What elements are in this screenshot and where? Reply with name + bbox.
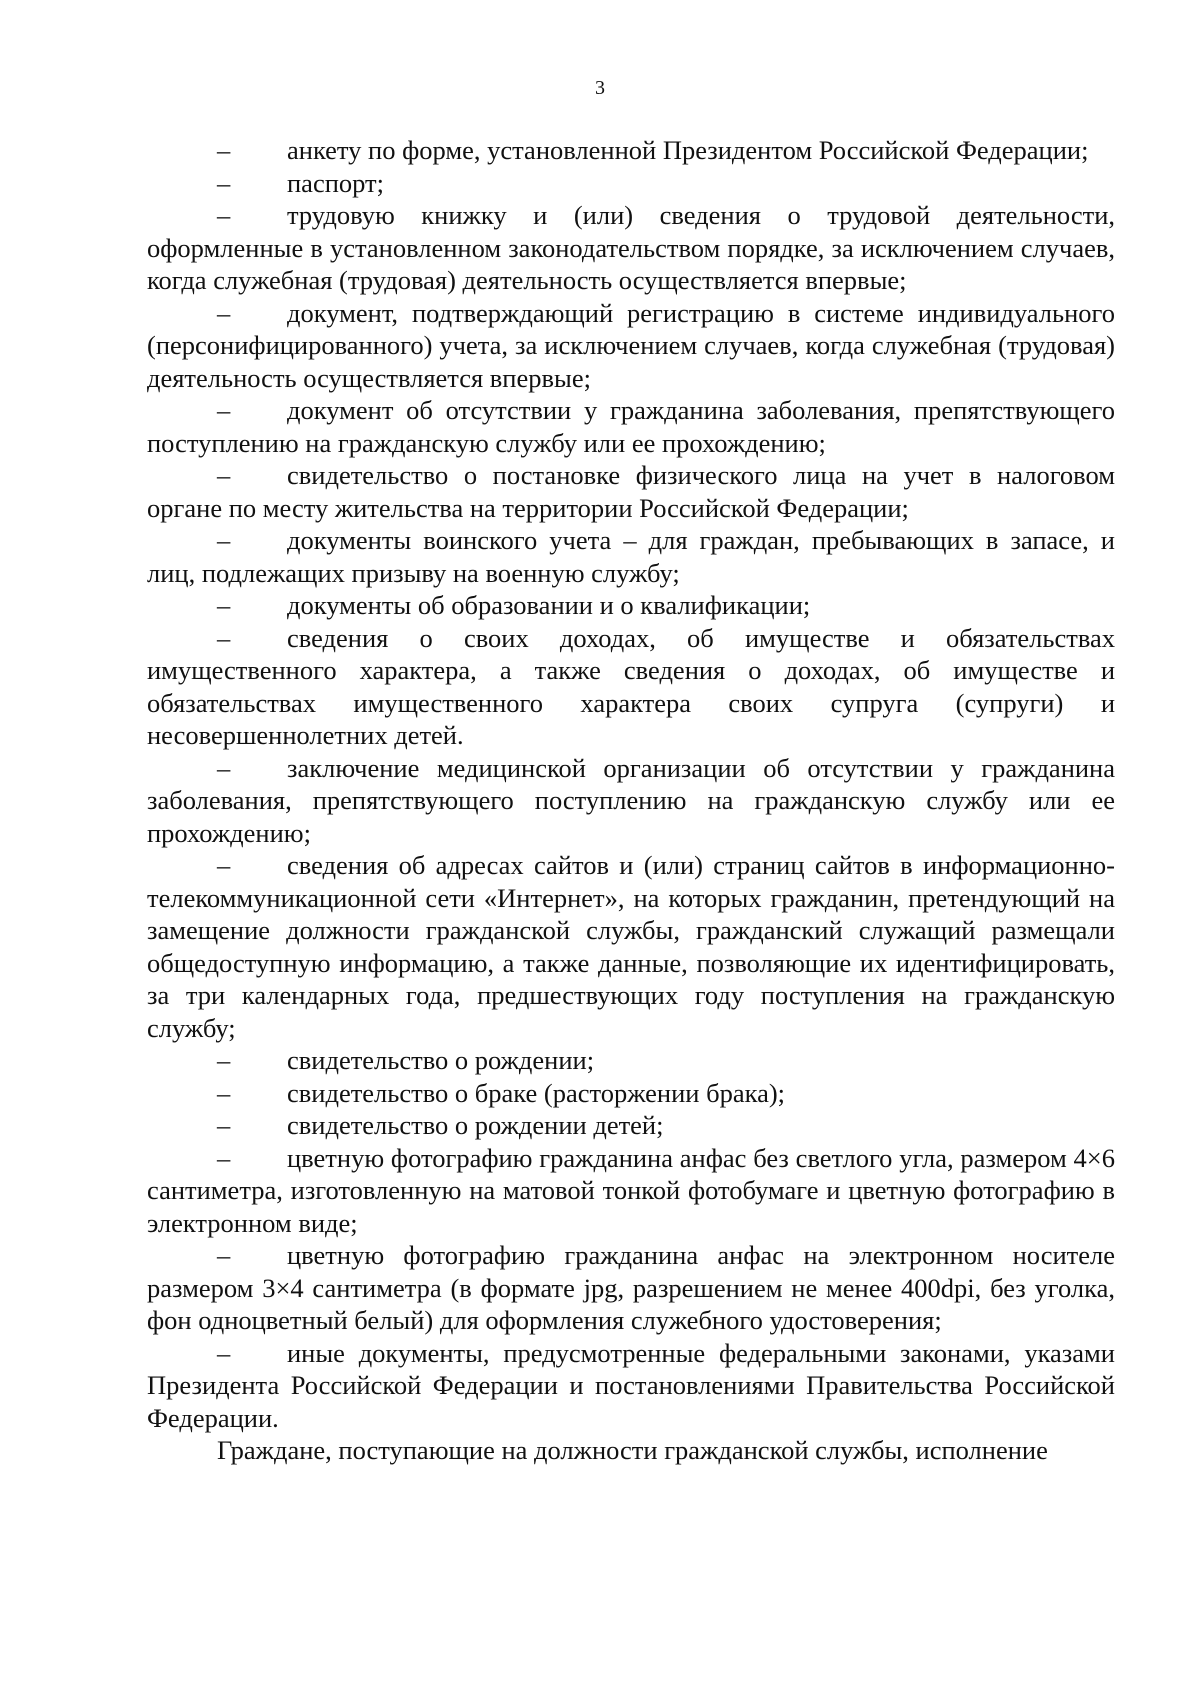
list-item [147, 394, 1115, 459]
list-item-text: трудовую книжку и (или) сведения о трудовой деятельности, оформленные в установленном законодательством порядке, за исключением случаев, когда служебная (трудовая) деятельность осуществляется впервые; [147, 200, 1115, 295]
list-marker: – [217, 1337, 231, 1368]
list-marker: – [217, 590, 231, 620]
list-marker: – [217, 1077, 231, 1108]
list-marker: – [217, 525, 231, 555]
list-marker: – [217, 1110, 231, 1140]
list-item-text: документ об отсутствии у гражданина заболевания, препятствующего поступлению на гражданскую службу или ее прохождению; [147, 395, 1115, 458]
list-item [147, 1109, 1115, 1142]
list-item [147, 199, 1115, 297]
list-item-text: свидетельство о браке (расторжении брака); [287, 1077, 786, 1108]
list-item-text: документ, подтверждающий регистрацию в системе индивидуального (персонифицированного) учета, за исключением случаев, когда служебная (трудовая) деятельность осуществляется впервые; [147, 297, 1115, 393]
list-marker: – [217, 752, 231, 783]
list-marker: – [217, 395, 231, 425]
list-item-text: свидетельство о постановке физического лица на учет в налоговом органе по месту жительства на территории Российской Федерации; [147, 460, 1115, 523]
closing-paragraph: Граждане, поступающие на должности гражданской службы, исполнение [217, 1435, 1048, 1465]
list-item [147, 849, 1115, 1044]
list-item-text: документы воинского учета – для граждан, пребывающих в запасе, и лиц, подлежащих призыву на военную службу; [147, 525, 1115, 588]
list-marker: – [217, 135, 231, 165]
list-item [147, 1239, 1115, 1337]
list-item [147, 1044, 1115, 1077]
list-item-text: иные документы, предусмотренные федеральными законами, указами Президента Российской Федерации и постановлениями Правительства Российской Федерации. [147, 1337, 1115, 1433]
list-item [147, 589, 1115, 622]
list-item-text: документы об образовании и о квалификации; [287, 590, 811, 620]
list-item [147, 622, 1115, 752]
list-item [147, 297, 1115, 395]
list-marker: – [217, 200, 231, 230]
list-item-text: свидетельство о рождении детей; [287, 1110, 664, 1140]
list-marker: – [217, 622, 231, 653]
document-body [147, 134, 1115, 1467]
list-item-text: цветную фотографию гражданина анфас на электронном носителе размером 3×4 сантиметра (в формате jpg, разрешением не менее 400dpi, без уголка, фон одноцветный белый) для оформления служебного удостоверения; [147, 1240, 1115, 1335]
list-item-text: сведения о своих доходах, об имуществе и обязательствах имущественного характера, а также сведения о доходах, об имуществе и обязательствах имущественного характера своих супруга (супруги) и несовершеннолетних детей. [147, 622, 1115, 750]
list-marker: – [217, 297, 231, 328]
list-item [147, 134, 1115, 167]
list-marker: – [217, 1240, 231, 1270]
list-item [147, 752, 1115, 850]
list-item-text: свидетельство о рождении; [287, 1045, 595, 1075]
list-item-text: анкету по форме, установленной Президентом Российской Федерации; [287, 135, 1089, 165]
list-item [147, 167, 1115, 200]
list-item-text: заключение медицинской организации об отсутствии у гражданина заболевания, препятствующего поступлению на гражданскую службу или ее прохождению; [147, 752, 1115, 848]
page-number: 3 [595, 77, 605, 99]
list-marker: – [217, 850, 231, 880]
list-item [147, 1337, 1115, 1435]
list-item-text: цветную фотографию гражданина анфас без светлого угла, размером 4×6 сантиметра, изготовленную на матовой тонкой фотобумаге и цветную фотографию в электронном виде; [147, 1142, 1115, 1238]
list-item [147, 1077, 1115, 1110]
list-item-text: сведения об адресах сайтов и (или) страниц сайтов в информационно-телекоммуникационной сети «Интернет», на которых гражданин, претендующий на замещение должности гражданской службы, гражданский служащий размещали общедоступную информацию, а также данные, позволяющие их идентифицировать, за три календарных года, предшествующих году поступления на гражданскую службу; [147, 850, 1115, 1043]
list-item-text: паспорт; [287, 167, 384, 198]
list-marker: – [217, 460, 231, 490]
list-item [147, 459, 1115, 524]
list-item [147, 524, 1115, 589]
list-marker: – [217, 1142, 231, 1173]
list-item [147, 1142, 1115, 1240]
list-marker: – [217, 167, 231, 198]
list-marker: – [217, 1045, 231, 1075]
